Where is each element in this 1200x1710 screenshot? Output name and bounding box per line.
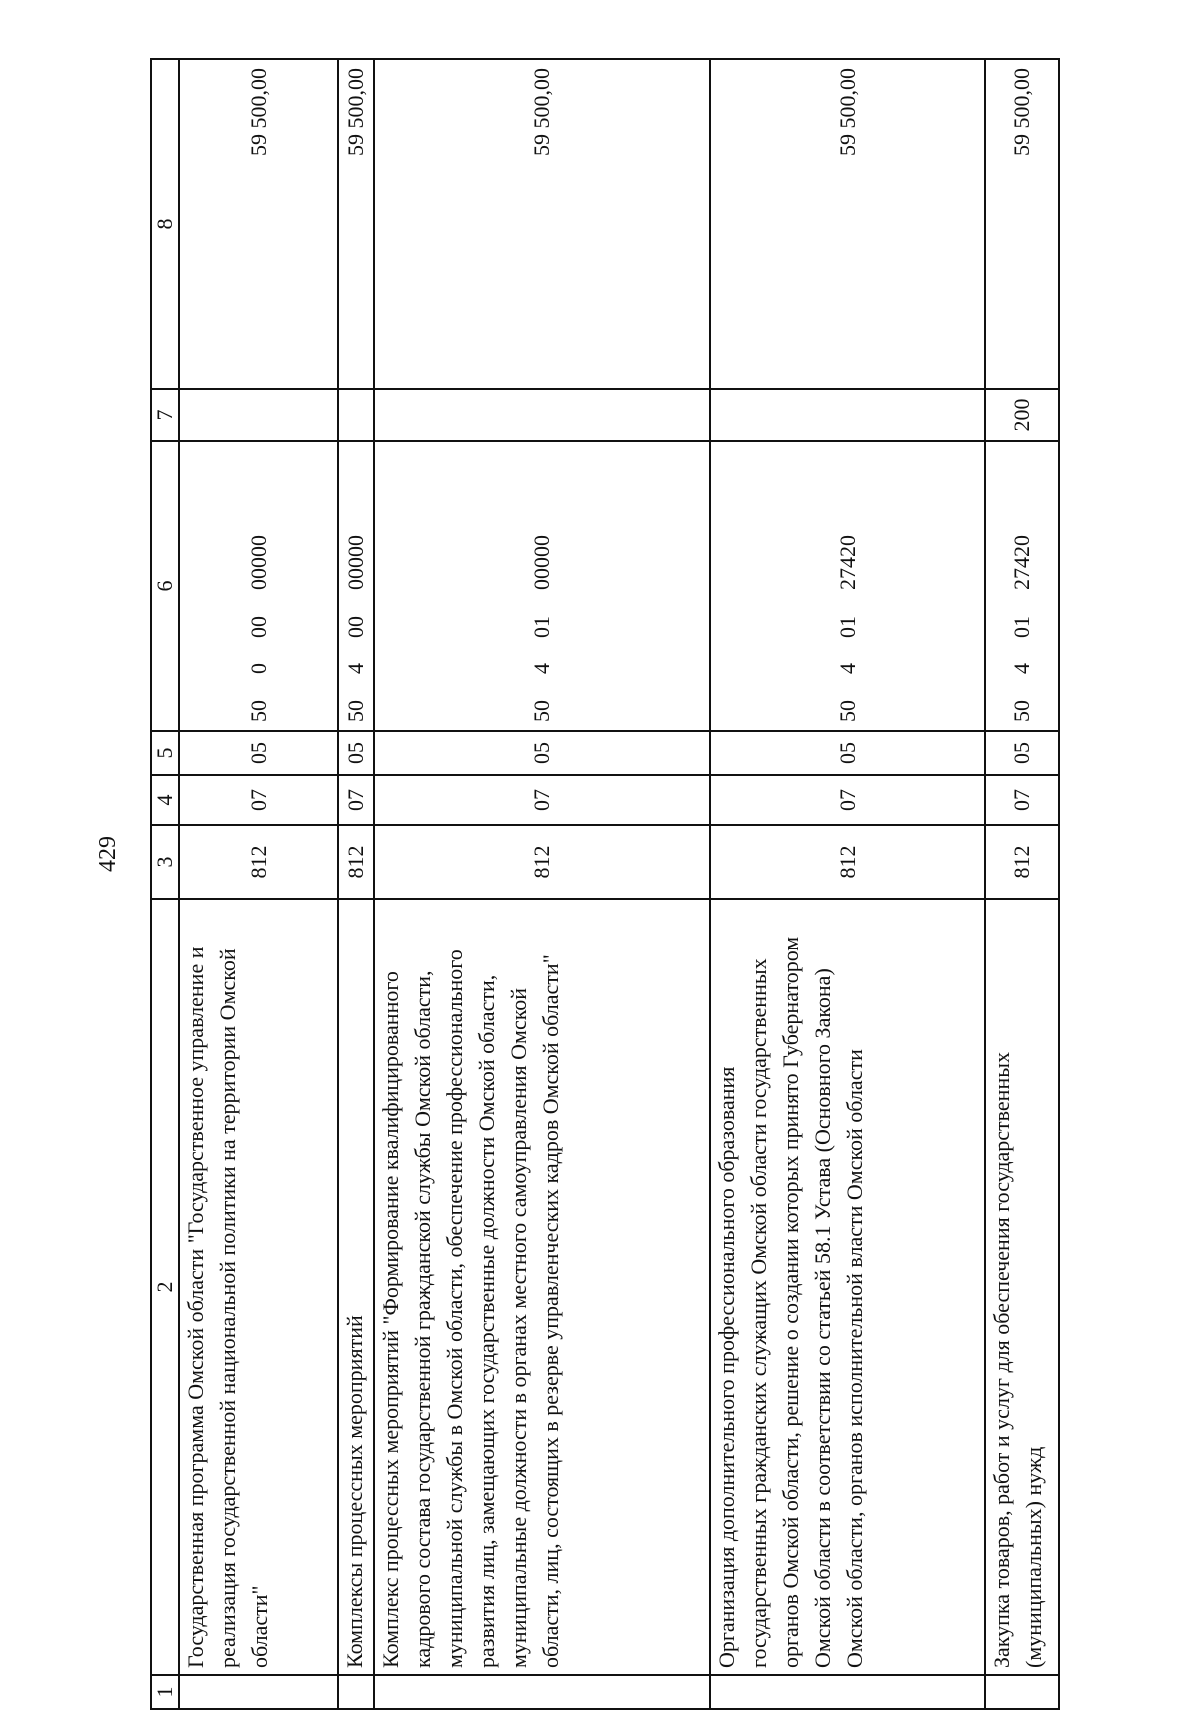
header-cell-2: 2 — [151, 899, 179, 1675]
expense-type-code — [179, 389, 338, 441]
code-part: 00 — [245, 616, 271, 638]
subsection-code: 05 — [710, 731, 985, 775]
code-part: 50 — [529, 700, 554, 722]
amount: 59 500,00 — [985, 59, 1059, 389]
item-name: Комплексы процессных мероприятий — [338, 899, 374, 1675]
table-row — [710, 59, 985, 1709]
target-article-code — [710, 441, 985, 731]
row-number-cell — [710, 1675, 985, 1709]
item-name: Закупка товаров, работ и услуг для обеспечения государственных (муниципальных) нужд — [985, 899, 1059, 1675]
code-part: 01 — [834, 616, 860, 638]
expense-type-code: 200 — [985, 389, 1059, 441]
amount: 59 500,00 — [179, 59, 338, 389]
code-part: 27420 — [834, 535, 860, 590]
header-cell-7: 7 — [151, 389, 179, 441]
table-header-row — [151, 59, 179, 1709]
amount: 59 500,00 — [374, 59, 710, 389]
code-part: 4 — [834, 663, 860, 674]
subsection-code: 05 — [338, 731, 374, 775]
expense-type-code — [374, 389, 710, 441]
amount: 59 500,00 — [338, 59, 374, 389]
table-row — [985, 59, 1059, 1709]
ministry-code: 812 — [710, 825, 985, 899]
header-cell-5: 5 — [151, 731, 179, 775]
header-cell-3: 3 — [151, 825, 179, 899]
item-name: Комплекс процессных мероприятий "Формирование квалифицированного кадрового состава государственной гражданской службы Омской области, муниципальной службы в Омской области, обеспечение профессионального развития лиц, замещающих государственные должности Омской области, муниципальные должности в органах местного самоуправления Омской области, лиц, состоящих в резерве управленческих кадров Омской области" — [374, 899, 710, 1675]
section-code: 07 — [374, 775, 710, 825]
target-article-code — [179, 441, 338, 731]
code-part: 00000 — [245, 535, 271, 590]
code-part: 50 — [834, 700, 860, 722]
code-part: 01 — [529, 616, 554, 638]
expense-type-code — [338, 389, 374, 441]
code-part: 00000 — [343, 535, 368, 590]
table-row — [338, 59, 374, 1709]
code-part: 4 — [1009, 663, 1034, 674]
code-part: 50 — [343, 700, 368, 722]
table-row — [374, 59, 710, 1709]
section-code: 07 — [985, 775, 1059, 825]
subsection-code: 05 — [985, 731, 1059, 775]
expense-type-code — [710, 389, 985, 441]
amount: 59 500,00 — [710, 59, 985, 389]
target-article-code — [374, 441, 710, 731]
row-number-cell — [338, 1675, 374, 1709]
row-number-cell — [374, 1675, 710, 1709]
table-row — [179, 59, 338, 1709]
section-code: 07 — [179, 775, 338, 825]
subsection-code: 05 — [374, 731, 710, 775]
budget-table-rotated — [150, 60, 1046, 1710]
code-part: 50 — [1009, 700, 1034, 722]
code-part: 0 — [245, 663, 271, 674]
ministry-code: 812 — [985, 825, 1059, 899]
code-part: 00 — [343, 616, 368, 638]
target-article-code — [338, 441, 374, 731]
code-part: 00000 — [529, 535, 554, 590]
ministry-code: 812 — [374, 825, 710, 899]
subsection-code: 05 — [179, 731, 338, 775]
code-part: 4 — [529, 663, 554, 674]
target-article-code — [985, 441, 1059, 731]
row-number-cell — [179, 1675, 338, 1709]
header-cell-1: 1 — [151, 1675, 179, 1709]
item-name: Государственная программа Омской области "Государственное управление и реализация государственной национальной политики на территории Омской области" — [179, 899, 338, 1675]
code-part: 50 — [245, 700, 271, 722]
code-part: 4 — [343, 663, 368, 674]
code-part: 01 — [1009, 616, 1034, 638]
section-code: 07 — [338, 775, 374, 825]
item-name: Организация дополнительного профессионального образования государственных гражданских служащих Омской области государственных органов Омской области, решение о создании которых принято Губернатором Омской области в соответствии со статьей 58.1 Устава (Основного Закона) Омской области, органов исполнительной власти Омской области — [710, 899, 985, 1675]
section-code: 07 — [710, 775, 985, 825]
row-number-cell — [985, 1675, 1059, 1709]
header-cell-8: 8 — [151, 59, 179, 389]
page-number: 429 — [95, 836, 121, 872]
ministry-code: 812 — [338, 825, 374, 899]
ministry-code: 812 — [179, 825, 338, 899]
code-part: 27420 — [1009, 535, 1034, 590]
budget-table — [150, 58, 1060, 1710]
header-cell-6: 6 — [151, 441, 179, 731]
header-cell-4: 4 — [151, 775, 179, 825]
